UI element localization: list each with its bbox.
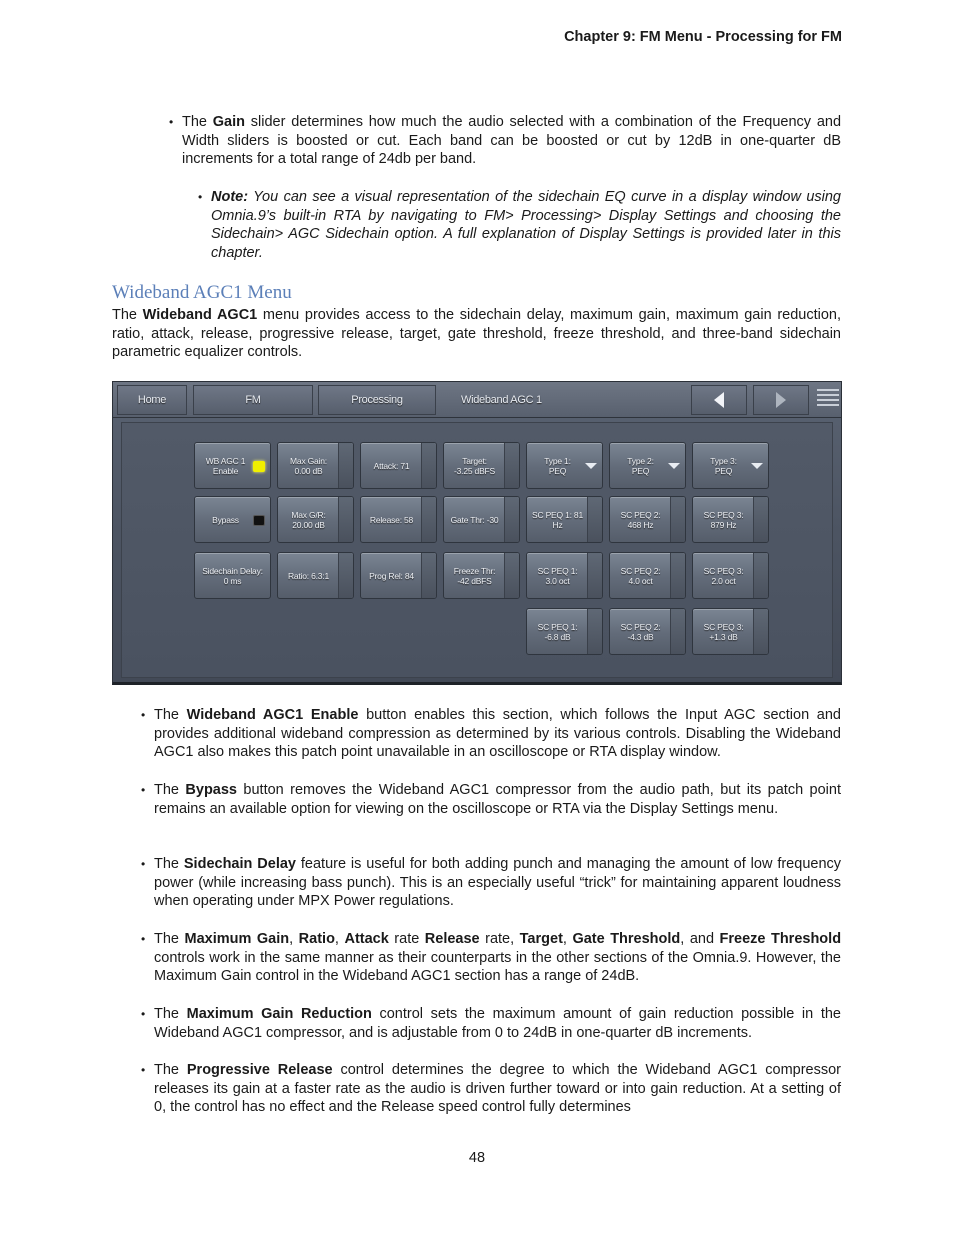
fm-button[interactable]: FM bbox=[193, 385, 313, 415]
page-number: 48 bbox=[468, 1150, 486, 1166]
nav-bar bbox=[113, 382, 841, 418]
forward-arrow-button[interactable] bbox=[753, 385, 809, 415]
type2-dropdown[interactable]: Type 2: PEQ bbox=[609, 442, 686, 489]
target-button[interactable]: Target: -3.25 dBFS bbox=[443, 442, 520, 489]
maxgain-bullet-text: The Maximum Gain, Ratio, Attack rate Release rate, Target, Gate Threshold, and Freeze Threshold controls work in the same manner as their counterparts in the other sections of the Omnia.9. However, the Maximum Gain control in the Wideband AGC1 section has a range of 24dB. bbox=[154, 931, 842, 985]
left-arrow-icon bbox=[713, 392, 725, 408]
wb-agc1-enable-button[interactable]: WB AGC 1 Enable bbox=[194, 442, 271, 489]
maxgr-bullet-text: The Maximum Gain Reduction control sets the maximum amount of gain reduction possible in the Wideband AGC1 compressor, and is adjustable from 0 to 24dB in one-quarter dB increments. bbox=[154, 1006, 841, 1041]
release-button[interactable]: Release: 58 bbox=[360, 496, 437, 543]
bullet-dot: • bbox=[141, 783, 146, 797]
chevron-down-icon bbox=[585, 463, 597, 469]
enable-bullet-text: The Wideband AGC1 Enable button enables this section, which follows the Input AGC section and provides additional wideband compression as determined by its various controls. Disabling the Wideband AGC1 also makes this patch point unavailable in an oscilloscope or RTA display window. bbox=[154, 707, 841, 761]
delay-bullet-text: The Sidechain Delay feature is useful for both adding punch and managing the amount of low frequency power (while increasing bass punch). This is an especially useful “trick” for maintaining apparent loudness when operating under MPX Power regulations. bbox=[154, 856, 842, 910]
gate-thr-button[interactable]: Gate Thr: -30 bbox=[443, 496, 520, 543]
sc-peq2-freq-button[interactable]: SC PEQ 2: 468 Hz bbox=[609, 496, 686, 543]
sc-peq1-freq-button[interactable]: SC PEQ 1: 81 Hz bbox=[526, 496, 603, 543]
chevron-down-icon bbox=[751, 463, 763, 469]
sidechain-delay-button[interactable]: Sidechain Delay: 0 ms bbox=[194, 552, 271, 599]
sc-peq1-gain-button[interactable]: SC PEQ 1: -6.8 dB bbox=[526, 608, 603, 655]
bullet-dot: • bbox=[141, 1063, 146, 1077]
freeze-thr-button[interactable]: Freeze Thr: -42 dBFS bbox=[443, 552, 520, 599]
note-text: Note: You can see a visual representation of the sidechain EQ curve in a display window using Omnia.9’s built-in RTA by navigating to FM> Processing> Display Settings and choosing the Sidechain> AGC Sidechain option. A full explanation of Display Settings is provided later in this chapter. bbox=[211, 189, 841, 262]
sc-peq2-width-button[interactable]: SC PEQ 2: 4.0 oct bbox=[609, 552, 686, 599]
max-gr-button[interactable]: Max G/R: 20.00 dB bbox=[277, 496, 354, 543]
bypass-indicator bbox=[253, 515, 265, 526]
bullet-dot: • bbox=[198, 190, 203, 204]
right-arrow-icon bbox=[775, 392, 787, 408]
bypass-button[interactable]: Bypass bbox=[194, 496, 271, 543]
processing-button[interactable]: Processing bbox=[318, 385, 436, 415]
bullet-dot: • bbox=[141, 857, 146, 871]
section-title: Wideband AGC1 Menu bbox=[112, 282, 292, 303]
home-button[interactable]: Home bbox=[117, 385, 187, 415]
gain-bullet-text: The Gain slider determines how much the audio selected with a combination of the Frequency and Width sliders is boosted or cut. Each band can be boosted or cut by 12dB in one-quarter dB increments for a total range of 24db per band. bbox=[182, 114, 842, 168]
max-gain-button[interactable]: Max Gain: 0.00 dB bbox=[277, 442, 354, 489]
attack-button[interactable]: Attack: 71 bbox=[360, 442, 437, 489]
back-arrow-button[interactable] bbox=[691, 385, 747, 415]
nav-title: Wideband AGC 1 bbox=[461, 394, 542, 406]
enable-indicator bbox=[253, 461, 265, 472]
bullet-dot: • bbox=[141, 932, 146, 946]
control-area bbox=[121, 422, 833, 678]
progrel-bullet-text: The Progressive Release control determines the degree to which the Wideband AGC1 compressor releases its gain at a faster rate as the audio is driven further toward or into gain reduction. At a setting of 0, the control has no effect and the Release speed control fully determines bbox=[154, 1062, 842, 1116]
sc-peq1-width-button[interactable]: SC PEQ 1: 3.0 oct bbox=[526, 552, 603, 599]
sc-peq3-width-button[interactable]: SC PEQ 3: 2.0 oct bbox=[692, 552, 769, 599]
menu-icon[interactable] bbox=[817, 386, 839, 412]
sc-peq3-gain-button[interactable]: SC PEQ 3: +1.3 dB bbox=[692, 608, 769, 655]
chapter-header: Chapter 9: FM Menu - Processing for FM bbox=[564, 29, 842, 45]
prog-rel-button[interactable]: Prog Rel: 84 bbox=[360, 552, 437, 599]
ratio-button[interactable]: Ratio: 6.3:1 bbox=[277, 552, 354, 599]
wideband-agc1-screenshot bbox=[112, 381, 842, 685]
bullet-dot: • bbox=[141, 1007, 146, 1021]
bullet-dot: • bbox=[141, 708, 146, 722]
type1-dropdown[interactable]: Type 1: PEQ bbox=[526, 442, 603, 489]
sc-peq2-gain-button[interactable]: SC PEQ 2: -4.3 dB bbox=[609, 608, 686, 655]
bullet-dot: • bbox=[169, 115, 174, 129]
intro-paragraph: The Wideband AGC1 menu provides access to the sidechain delay, maximum gain, maximum gain reduction, ratio, attack, release, progressive release, target, gate threshold, freeze threshold, and three-band sidechain parametric equalizer controls. bbox=[112, 307, 841, 361]
chevron-down-icon bbox=[668, 463, 680, 469]
type3-dropdown[interactable]: Type 3: PEQ bbox=[692, 442, 769, 489]
bypass-bullet-text: The Bypass button removes the Wideband AGC1 compressor from the audio path, but its patch point remains an available option for viewing on the oscilloscope or RTA via the Display Settings menu. bbox=[154, 782, 841, 817]
sc-peq3-freq-button[interactable]: SC PEQ 3: 879 Hz bbox=[692, 496, 769, 543]
